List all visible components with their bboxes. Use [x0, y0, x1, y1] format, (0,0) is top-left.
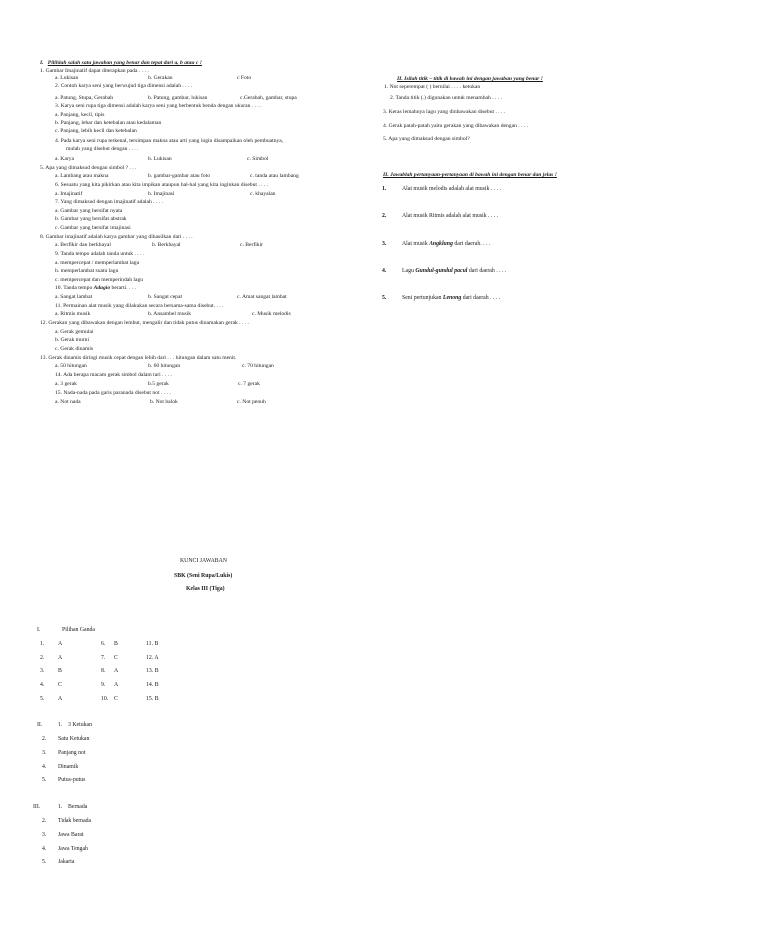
- question-12: 12. Gerakan yang dibawakan dengan lembut, mengalir dan tidak putus dinamakan gerak . . . .: [40, 320, 249, 326]
- key-mc-ans: A: [114, 668, 119, 674]
- key-fill-answer: 3 Ketukan: [68, 722, 92, 728]
- question-3: 3. Karya seni rupa tiga dimensi adalah karya seni yang berbentuk benda dengan ukuran . . . .: [55, 103, 262, 109]
- key-fill-num: 4.: [42, 764, 47, 770]
- question-1: 1. Gambar Imajinatif dapat diterapkan pada . . . .: [40, 68, 149, 74]
- option: a. Gambar yang bersifat nyata: [55, 208, 123, 214]
- key-mc-item: 15. B: [146, 696, 159, 702]
- option: c. Berfikir: [240, 242, 263, 248]
- option: c. 7 gerak: [238, 381, 260, 387]
- key-essay-answer: Jawa Barat: [58, 832, 84, 838]
- essay-item-2-text: Alat musik Ritmis adalah alat musik . . . .: [402, 213, 499, 219]
- section-1-heading: I. Pilihlah salah satu jawaban yang benar dan tepat dari a, b atau c !: [40, 60, 202, 66]
- question-4-cont: mulah yang disebut dengan . . . .: [66, 146, 139, 152]
- option: c. 70 hitungan: [242, 363, 274, 369]
- option: c. Not penuh: [237, 399, 266, 405]
- option: c. Musik melodis: [252, 311, 291, 317]
- question-15: 15. Nada-nada pada garis paranada disebut not . . . .: [55, 390, 171, 396]
- key-mc-ans: A: [114, 682, 119, 688]
- option: b. memperlambat suatu lagu: [55, 268, 119, 274]
- key-essay-answer: Tidak bernada: [58, 818, 92, 824]
- question-13: 13. Gerak dinamis diringi musik cepat dengan lebih dari . . . hitungan dalam satu menit.: [40, 355, 237, 361]
- question-2: 2. Contoh karya seni yang berwujud tiga dimensi adalah . . . .: [55, 83, 193, 89]
- key-mc-item: 14. B: [146, 682, 159, 688]
- key-mc-item: 13. B: [146, 668, 159, 674]
- option: b. Lukisan: [148, 156, 172, 162]
- question-10: 10. Tanda tempo Adagio berarti. . . .: [55, 285, 136, 291]
- essay-item-3-text: Alat musik Angklung dari daerah. . . .: [402, 241, 491, 247]
- option: b. Patung, gambar, lukisan: [148, 95, 208, 101]
- key-fill-num: 2.: [42, 736, 47, 742]
- fill-item-5: 5. Apa yang dimaksud dengan simbol?: [383, 136, 470, 142]
- option: b. Gambar yang bersifat abstrak: [55, 216, 127, 222]
- option: a. Imajinatif: [55, 191, 83, 197]
- essay-item-1: 1.: [382, 186, 387, 192]
- key-mc-ans: A: [58, 696, 63, 702]
- key-mc-num: 4.: [40, 682, 45, 688]
- key-mc-num: 1.: [40, 641, 45, 647]
- key-mc-num: 9.: [101, 682, 106, 688]
- option: a. Lukisan: [55, 75, 79, 81]
- key-essay-answer: Bernada: [68, 804, 88, 810]
- question-8: 8. Gambar imajinatif adalah karya gambar yang dihasilkan dari . . . .: [40, 234, 193, 240]
- key-essay-answer: Jakarta: [58, 859, 75, 865]
- key-fill-answer: Satu Ketukan: [58, 736, 90, 742]
- key-fill-answer: Panjang not: [58, 750, 86, 756]
- option: c. tanda atau lambang: [250, 173, 299, 179]
- key-fill-num: 1.: [58, 722, 63, 728]
- option: b. Ansambel musik: [148, 311, 192, 317]
- option: a. Gerak gemulai: [55, 329, 94, 335]
- option: a. Sangat lambat: [55, 294, 93, 300]
- key-fill-num: 3.: [42, 750, 47, 756]
- option: c. mempercepat dan memperindah lagu: [55, 277, 144, 283]
- key-mc-num: 2.: [40, 655, 45, 661]
- option: a. 3 gerak: [55, 381, 77, 387]
- option: a. Berfikir dan berkhayal: [55, 242, 111, 248]
- key-mc-num: 3.: [40, 668, 45, 674]
- fill-item-1: 1. Not seperempat ( ) bernilai . . . . ketukan: [384, 84, 481, 90]
- key-mc-ans: C: [58, 682, 62, 688]
- key-mc-num: 8.: [101, 668, 106, 674]
- key-mc-num: 6.: [101, 641, 106, 647]
- key-essay-answer: Jawa Tengah: [58, 846, 88, 852]
- option: a. Karya: [55, 156, 74, 162]
- section-2-heading: II. Isilah titik – titik di bawah ini dengan jawaban yang benar !: [397, 76, 543, 82]
- key-part1-title: Pilihan Ganda: [62, 627, 96, 633]
- option: a. mempercepat / memperlambat lagu: [55, 260, 140, 266]
- question-6: 6. Sesuatu yang kita pikirkan atau kita impikan ataupun hal-hal yang kita inginkan disebut . . . .: [55, 182, 269, 188]
- key-part3-num: III.: [33, 804, 41, 810]
- option: a. Patung, Stupa, Gerabah: [55, 95, 114, 101]
- option: c. khayalan: [250, 191, 276, 197]
- key-essay-num: 1.: [58, 804, 63, 810]
- essay-item-5-text: Seni pertunjukan Lenong dari daerah . . . .: [402, 295, 501, 301]
- key-mc-ans: B: [58, 668, 62, 674]
- option: c. Amat sangat lambat: [237, 294, 287, 300]
- option: b. 60 hitungan: [148, 363, 181, 369]
- key-part2-num: II.: [37, 722, 43, 728]
- option: c. Gambar yang bersifat imajinasi: [55, 225, 131, 231]
- key-mc-item: 12. A: [146, 655, 159, 661]
- option: a. Lambang atau makna: [55, 173, 109, 179]
- key-mc-num: 5.: [40, 696, 45, 702]
- answer-key-grade: Kelas III (Tiga): [186, 586, 225, 592]
- essay-item-1-text: Alat musik melodis adalah alat musik . . . .: [402, 186, 502, 192]
- answer-key-subject: SBK (Seni Rupa/Lukis): [174, 573, 233, 579]
- key-mc-num: 7.: [101, 655, 106, 661]
- essay-item-4: 4.: [382, 268, 387, 274]
- option: b. Berkhayal: [152, 242, 181, 248]
- option: b. Imajinasi: [148, 191, 175, 197]
- key-mc-ans: B: [114, 641, 118, 647]
- key-fill-answer: Putus-putus: [58, 777, 86, 783]
- key-fill-num: 5.: [42, 777, 47, 783]
- key-essay-num: 2.: [42, 818, 47, 824]
- fill-item-4: 4. Gerak patah-patah yaitu gerakan yang dibawakan dengan . . . .: [383, 123, 529, 129]
- key-mc-ans: C: [114, 696, 118, 702]
- key-essay-num: 4.: [42, 846, 47, 852]
- question-4: 4. Pada karya seni rupa terkenal, tersimpan makna atau arti yang ingin disampaikan oleh pembuatnya,: [55, 138, 284, 144]
- option: b. Gerak murni: [55, 337, 90, 343]
- option: a. Not nada: [55, 399, 81, 405]
- option: c. Simbol: [247, 156, 269, 162]
- key-mc-ans: A: [58, 655, 63, 661]
- key-essay-num: 5.: [42, 859, 47, 865]
- question-11: 11. Permainan alat musik yang dilakukan secara bersama-sama disebut. . . .: [55, 303, 224, 309]
- key-part1-num: I.: [37, 627, 41, 633]
- option: c Foto: [237, 75, 252, 81]
- option: b. Not balok: [150, 399, 178, 405]
- section-3-heading: II. Jawablah pertanyaan-pertanyaan di bawah ini dengan benar dan jelas !: [383, 172, 557, 178]
- option: c. Panjang, lebih kecil dan ketebalan: [55, 128, 137, 134]
- key-essay-num: 3.: [42, 832, 47, 838]
- answer-key-title: KUNCI JAWABAN: [180, 558, 228, 564]
- option: b. gambar-gambar atau foto: [148, 173, 211, 179]
- key-fill-answer: Dinamik: [58, 764, 79, 770]
- key-mc-ans: C: [114, 655, 118, 661]
- essay-item-5: 5.: [382, 295, 387, 301]
- option: c.Gerabah, gambar, stupa: [240, 95, 297, 101]
- key-mc-ans: A: [58, 641, 63, 647]
- option: a. Ritmis musik: [55, 311, 91, 317]
- option: b. Panjang, lebar dan ketebalan atau kedalaman: [55, 120, 162, 126]
- option: b. Sangat cepat: [148, 294, 183, 300]
- essay-item-4-text: Lagu Gundul-gundul pacul dari daerah . . . .: [402, 268, 507, 274]
- option: c. Gerak dinamis: [55, 346, 94, 352]
- question-7: 7. Yang dimaksud dengan imajinatif adalah . . . .: [55, 199, 163, 205]
- option: b. Gerakan: [148, 75, 173, 81]
- question-5: 5. Apa yang dimaksud dengan simbol ? . . .: [40, 165, 137, 171]
- essay-item-3: 3.: [382, 241, 387, 247]
- fill-item-3: 3. Keras lemahnya lagu yang dinbawakan disebut . . . .: [383, 109, 506, 115]
- question-14: 14. Ada berapa macam gerak simbol dalam tari . . . .: [55, 372, 172, 378]
- option: b.5 gerak: [148, 381, 169, 387]
- key-mc-num: 10.: [101, 696, 109, 702]
- key-mc-item: 11. B: [146, 641, 159, 647]
- option: a. Panjang, kecil, tipis: [55, 112, 105, 118]
- essay-item-2: 2.: [382, 213, 387, 219]
- fill-item-2: 2. Tanda titik (.) digunakan untuk menambah . . . .: [390, 95, 502, 101]
- option: a. 50 hitungan: [55, 363, 87, 369]
- question-9: 9. Tanda tempo adalah tanda untuk . . . .: [55, 251, 145, 257]
